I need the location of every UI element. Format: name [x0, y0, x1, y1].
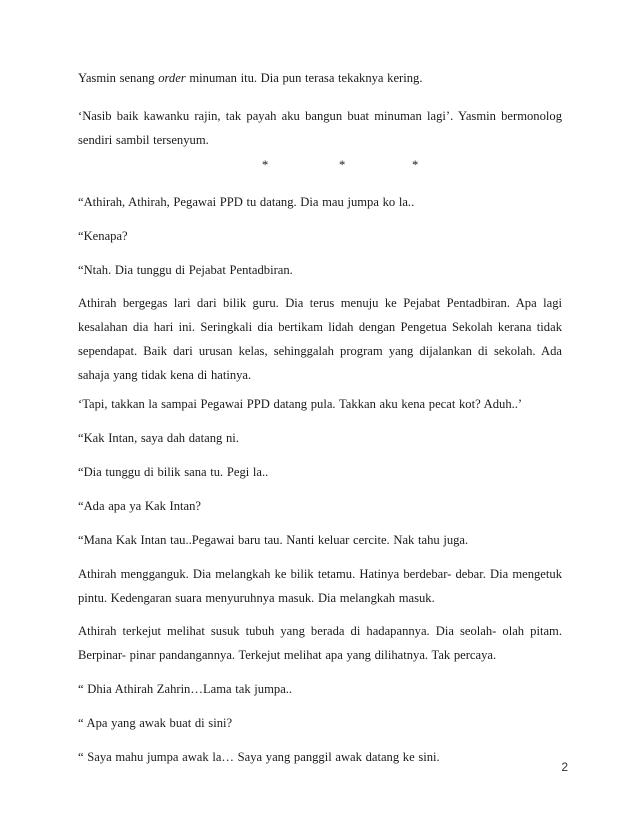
paragraph-2: ‘Nasib baik kawanku rajin, tak payah aku bangun buat minuman lagi’. Yasmin bermonolog sendiri sambil tersenyum.: [78, 109, 562, 147]
paragraph-8: “Kak Intan, saya dah datang ni.: [78, 431, 239, 445]
page-number: 2: [561, 760, 568, 774]
paragraph-11: “Mana Kak Intan tau..Pegawai baru tau. Nanti keluar cercite. Nak tahu juga.: [78, 533, 469, 547]
scene-break-star-3: *: [412, 158, 419, 172]
paragraph-3: “Athirah, Athirah, Pegawai PPD tu datang. Dia mau jumpa ko la..: [78, 195, 415, 209]
paragraph-13: Athirah terkejut melihat susuk tubuh yang berada di hadapannya. Dia seolah- olah pitam. Berpinar- pinar pandangannya. Terkejut melihat apa yang dilihatnya. Tak percaya.: [78, 624, 562, 662]
paragraph-1-text-b: minuman itu. Dia pun terasa tekaknya kering.: [185, 71, 423, 85]
paragraph-12: Athirah mengganguk. Dia melangkah ke bilik tetamu. Hatinya berdebar- debar. Dia mengetuk pintu. Kedengaran suara menyuruhnya masuk. Dia melangkah masuk.: [78, 567, 562, 605]
paragraph-1-text-a: Yasmin senang: [78, 71, 159, 85]
scene-break-star-1: *: [262, 158, 269, 172]
paragraph-10: “Ada apa ya Kak Intan?: [78, 499, 201, 513]
paragraph-1-emphasis: order: [158, 71, 186, 85]
paragraph-9: “Dia tunggu di bilik sana tu. Pegi la..: [78, 465, 269, 479]
paragraph-7: ‘Tapi, takkan la sampai Pegawai PPD datang pula. Takkan aku kena pecat kot? Aduh..’: [78, 397, 523, 411]
paragraph-16: “ Saya mahu jumpa awak la… Saya yang panggil awak datang ke sini.: [78, 750, 440, 764]
paragraph-5: “Ntah. Dia tunggu di Pejabat Pentadbiran.: [78, 263, 293, 277]
scene-break: [0, 155, 638, 175]
scene-break-star-2: *: [339, 158, 346, 172]
paragraph-6: Athirah bergegas lari dari bilik guru. Dia terus menuju ke Pejabat Pentadbiran. Apa lagi kesalahan dia hari ini. Seringkali dia bertikam lidah dengan Pengetua Sekolah kerana tidak sependapat. Baik dari urusan kelas, sehinggalah program yang dijalankan di sekolah. Ada sahaja yang tidak kena di hatinya.: [78, 296, 562, 382]
paragraph-14: “ Dhia Athirah Zahrin…Lama tak jumpa..: [78, 682, 293, 696]
paragraph-4: “Kenapa?: [78, 229, 128, 243]
paragraph-1: [78, 66, 562, 90]
paragraph-15: “ Apa yang awak buat di sini?: [78, 716, 233, 730]
